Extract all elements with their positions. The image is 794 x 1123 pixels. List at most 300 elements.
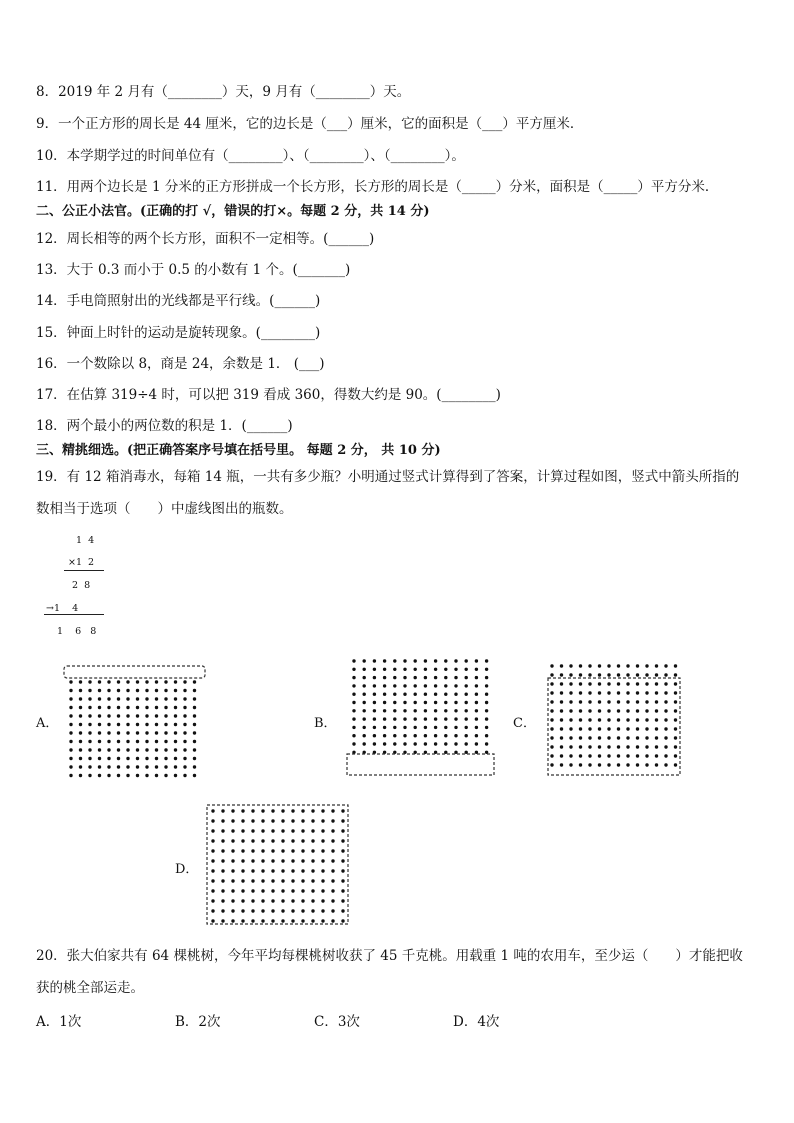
bottle-dot [403, 717, 406, 720]
bottle-dot [434, 742, 437, 745]
bottle-dot [251, 919, 254, 922]
bottle-dot [363, 726, 366, 729]
bottle-dot [174, 680, 177, 683]
bottle-dot [403, 742, 406, 745]
bottle-dot [352, 742, 355, 745]
bottle-dot [626, 673, 629, 676]
bottle-dot [145, 731, 148, 734]
bottle-dot [664, 700, 667, 703]
bottle-dot [363, 693, 366, 696]
bottle-dot [145, 723, 148, 726]
bottle-dot [341, 829, 344, 832]
bottle-dot [117, 714, 120, 717]
bottle-dot [88, 697, 91, 700]
bottle-dot [403, 659, 406, 662]
bottle-dot [674, 718, 677, 721]
bottle-dot [117, 774, 120, 777]
bottle-dot [98, 697, 101, 700]
bottle-dot [655, 682, 658, 685]
bottle-dot [373, 676, 376, 679]
bottle-dot [231, 849, 234, 852]
bottle-dot [475, 709, 478, 712]
bottle-dot [664, 727, 667, 730]
bottle-dot [291, 899, 294, 902]
bottle-dot [136, 706, 139, 709]
bottle-dot [69, 680, 72, 683]
bottle-dot [434, 726, 437, 729]
bottle-dot [98, 740, 101, 743]
bottle-dot [454, 709, 457, 712]
bottle-dot [465, 726, 468, 729]
bottle-dot [674, 709, 677, 712]
bottle-dot [211, 879, 214, 882]
dot-group [550, 664, 677, 766]
bottle-dot [271, 869, 274, 872]
bottle-dot [241, 809, 244, 812]
q20-option-b: B．2次 [175, 1014, 221, 1030]
bottle-dot [475, 717, 478, 720]
bottle-dot [126, 757, 129, 760]
bottle-dot [69, 765, 72, 768]
bottle-dot [341, 889, 344, 892]
bottle-dot [626, 736, 629, 739]
bottle-dot [560, 691, 563, 694]
bottle-dot [174, 689, 177, 692]
bottle-dot [485, 701, 488, 704]
bottle-dot [465, 693, 468, 696]
bottle-dot [126, 706, 129, 709]
bottle-dot [98, 731, 101, 734]
calc-row-2: ×1 2 [68, 557, 95, 568]
bottle-dot [164, 765, 167, 768]
bottle-dot [155, 731, 158, 734]
bottle-dot [373, 659, 376, 662]
bottle-dot [579, 682, 582, 685]
bottle-dot [655, 700, 658, 703]
bottle-dot [321, 899, 324, 902]
bottle-dot [617, 709, 620, 712]
bottle-dot [454, 734, 457, 737]
bottle-dot [221, 869, 224, 872]
bottle-dot [579, 745, 582, 748]
bottle-dot [550, 718, 553, 721]
bottle-dot [241, 889, 244, 892]
bottle-dot [560, 709, 563, 712]
bottle-dot [655, 727, 658, 730]
bottle-dot [485, 726, 488, 729]
bottle-dot [281, 859, 284, 862]
bottle-dot [598, 745, 601, 748]
bottle-dot [251, 859, 254, 862]
bottle-dot [674, 736, 677, 739]
bottle-dot [251, 809, 254, 812]
dot-group [352, 659, 488, 754]
question-19-line-1: 19．有 12 箱消毒水，每箱 14 瓶，一共有多少瓶？小明通过竖式计算得到了答案，计算过程如图，竖式中箭头所指的 [36, 469, 740, 485]
bottle-dot [383, 709, 386, 712]
calc-row-5: 1 6 8 [57, 626, 97, 637]
bottle-dot [655, 709, 658, 712]
bottle-dot [261, 889, 264, 892]
bottle-dot [241, 919, 244, 922]
bottle-dot [465, 734, 468, 737]
bottle-dot [261, 869, 264, 872]
bottle-dot [98, 706, 101, 709]
bottle-dot [117, 757, 120, 760]
bottle-dot [607, 691, 610, 694]
bottle-dot [588, 754, 591, 757]
bottle-dot [145, 740, 148, 743]
bottle-dot [193, 714, 196, 717]
bottle-dot [261, 849, 264, 852]
bottle-dot [636, 727, 639, 730]
bottle-dot [311, 819, 314, 822]
bottle-dot [211, 919, 214, 922]
bottle-dot [311, 859, 314, 862]
bottle-dot [363, 709, 366, 712]
bottle-dot [579, 673, 582, 676]
bottle-dot [569, 727, 572, 730]
bottle-dot [485, 734, 488, 737]
bottle-dot [373, 742, 376, 745]
bottle-dot [485, 684, 488, 687]
bottle-dot [550, 673, 553, 676]
bottle-dot [79, 757, 82, 760]
bottle-dot [291, 839, 294, 842]
bottle-dot [183, 723, 186, 726]
bottle-dot [117, 723, 120, 726]
bottle-dot [617, 718, 620, 721]
bottle-dot [475, 676, 478, 679]
bottle-dot [475, 726, 478, 729]
bottle-dot [373, 709, 376, 712]
bottle-dot [174, 757, 177, 760]
bottle-dot [311, 809, 314, 812]
bottle-dot [211, 859, 214, 862]
bottle-dot [136, 740, 139, 743]
bottle-dot [655, 736, 658, 739]
bottle-dot [331, 829, 334, 832]
bottle-dot [434, 701, 437, 704]
bottle-dot [69, 748, 72, 751]
bottle-dot [79, 723, 82, 726]
bottle-dot [414, 709, 417, 712]
bottle-dot [424, 659, 427, 662]
bottle-dot [579, 727, 582, 730]
bottle-dot [403, 734, 406, 737]
bottle-dot [311, 909, 314, 912]
bottle-dot [454, 684, 457, 687]
bottle-dot [98, 765, 101, 768]
bottle-dot [373, 701, 376, 704]
bottle-dot [69, 689, 72, 692]
bottle-dot [607, 700, 610, 703]
bottle-dot [645, 691, 648, 694]
bottle-dot [550, 664, 553, 667]
dot-group [211, 809, 344, 922]
bottle-dot [434, 709, 437, 712]
bottle-dot [645, 727, 648, 730]
bottle-dot [183, 748, 186, 751]
bottle-dot [617, 736, 620, 739]
bottle-dot [126, 731, 129, 734]
bottle-dot [271, 849, 274, 852]
bottle-dot [231, 919, 234, 922]
bottle-dot [107, 757, 110, 760]
bottle-dot [674, 700, 677, 703]
bottle-dot [126, 774, 129, 777]
bottle-dot [193, 723, 196, 726]
bottle-dot [352, 734, 355, 737]
bottle-dot [136, 723, 139, 726]
question-15: 15．钟面上时针的运动是旋转现象。(________) [36, 325, 321, 341]
bottle-dot [373, 717, 376, 720]
bottle-dot [403, 668, 406, 671]
bottle-dot [454, 701, 457, 704]
bottle-dot [454, 693, 457, 696]
bottle-dot [645, 664, 648, 667]
bottle-dot [271, 899, 274, 902]
bottle-dot [126, 680, 129, 683]
bottle-dot [251, 829, 254, 832]
bottle-dot [271, 919, 274, 922]
bottle-dot [617, 763, 620, 766]
bottle-dot [465, 717, 468, 720]
bottle-dot [281, 899, 284, 902]
bottle-dot [383, 684, 386, 687]
bottle-dot [241, 909, 244, 912]
bottle-dot [363, 684, 366, 687]
bottle-dot [645, 709, 648, 712]
bottle-dot [136, 757, 139, 760]
bottle-dot [664, 682, 667, 685]
bottle-dot [383, 717, 386, 720]
bottle-dot [241, 859, 244, 862]
bottle-dot [560, 664, 563, 667]
section-3-heading: 三、精挑细选。(把正确答案序号填在括号里。 每题 2 分， 共 10 分) [36, 443, 441, 458]
bottle-dot [645, 754, 648, 757]
bottle-dot [69, 757, 72, 760]
bottle-dot [363, 742, 366, 745]
bottle-dot [88, 740, 91, 743]
bottle-dot [69, 723, 72, 726]
bottle-dot [414, 676, 417, 679]
bottle-dot [444, 668, 447, 671]
bottle-dot [79, 689, 82, 692]
bottle-dot [424, 684, 427, 687]
bottle-dot [588, 691, 591, 694]
bottle-dot [164, 680, 167, 683]
calc-row-4: →1 4 [46, 603, 79, 614]
bottle-dot [569, 763, 572, 766]
bottle-dot [414, 693, 417, 696]
bottle-dot [341, 809, 344, 812]
bottle-dot [352, 684, 355, 687]
question-10: 10．本学期学过的时间单位有（________）、（________）、（________）。 [36, 148, 465, 164]
bottle-dot [136, 680, 139, 683]
bottle-dot [291, 809, 294, 812]
bottle-dot [560, 673, 563, 676]
bottle-dot [281, 819, 284, 822]
bottle-dot [454, 676, 457, 679]
bottle-dot [569, 673, 572, 676]
bottle-dot [321, 829, 324, 832]
bottle-dot [301, 889, 304, 892]
bottle-dot [301, 839, 304, 842]
bottle-dot [88, 680, 91, 683]
option-c-dot-grid [546, 660, 683, 778]
bottle-dot [373, 693, 376, 696]
bottle-dot [403, 726, 406, 729]
bottle-dot [241, 839, 244, 842]
bottle-dot [550, 700, 553, 703]
bottle-dot [607, 709, 610, 712]
bottle-dot [107, 748, 110, 751]
bottle-dot [174, 774, 177, 777]
bottle-dot [636, 682, 639, 685]
bottle-dot [311, 829, 314, 832]
bottle-dot [291, 869, 294, 872]
bottle-dot [363, 668, 366, 671]
bottle-dot [485, 709, 488, 712]
bottle-dot [107, 689, 110, 692]
bottle-dot [444, 734, 447, 737]
bottle-dot [271, 809, 274, 812]
bottle-dot [598, 673, 601, 676]
bottle-dot [221, 829, 224, 832]
bottle-dot [174, 714, 177, 717]
bottle-dot [588, 763, 591, 766]
bottle-dot [155, 714, 158, 717]
bottle-dot [363, 717, 366, 720]
bottle-dot [664, 673, 667, 676]
bottle-dot [311, 919, 314, 922]
question-8: 8．2019 年 2 月有（________）天，9 月有（________）天。 [36, 84, 411, 100]
bottle-dot [645, 700, 648, 703]
bottle-dot [607, 754, 610, 757]
question-17: 17．在估算 319÷4 时，可以把 319 看成 360，得数大约是 90。(________) [36, 387, 501, 403]
bottle-dot [674, 691, 677, 694]
bottle-dot [174, 748, 177, 751]
bottle-dot [271, 889, 274, 892]
bottle-dot [117, 689, 120, 692]
bottle-dot [579, 691, 582, 694]
bottle-dot [626, 727, 629, 730]
bottle-dot [311, 849, 314, 852]
bottle-dot [636, 718, 639, 721]
bottle-dot [424, 693, 427, 696]
question-19-line-2: 数相当于选项（ ）中虚线图出的瓶数。 [36, 501, 293, 517]
bottle-dot [393, 701, 396, 704]
bottle-dot [598, 736, 601, 739]
bottle-dot [145, 748, 148, 751]
bottle-dot [211, 839, 214, 842]
bottle-dot [341, 869, 344, 872]
bottle-dot [414, 684, 417, 687]
bottle-dot [393, 726, 396, 729]
bottle-dot [281, 919, 284, 922]
bottle-dot [321, 869, 324, 872]
bottle-dot [281, 889, 284, 892]
bottle-dot [588, 736, 591, 739]
bottle-dot [664, 664, 667, 667]
bottle-dot [311, 879, 314, 882]
bottle-dot [174, 697, 177, 700]
bottle-dot [664, 763, 667, 766]
bottle-dot [645, 682, 648, 685]
bottle-dot [117, 740, 120, 743]
bottle-dot [341, 839, 344, 842]
bottle-dot [164, 714, 167, 717]
bottle-dot [655, 745, 658, 748]
bottle-dot [664, 736, 667, 739]
bottle-dot [454, 726, 457, 729]
bottle-dot [331, 909, 334, 912]
bottle-dot [579, 700, 582, 703]
bottle-dot [341, 859, 344, 862]
bottle-dot [174, 765, 177, 768]
bottle-dot [393, 693, 396, 696]
bottle-dot [79, 714, 82, 717]
bottle-dot [475, 659, 478, 662]
bottle-dot [271, 819, 274, 822]
bottle-dot [231, 839, 234, 842]
bottle-dot [183, 714, 186, 717]
bottle-dot [231, 899, 234, 902]
bottle-dot [241, 869, 244, 872]
bottle-dot [598, 763, 601, 766]
bottle-dot [636, 664, 639, 667]
bottle-dot [69, 731, 72, 734]
bottle-dot [98, 689, 101, 692]
bottle-dot [607, 727, 610, 730]
bottle-dot [126, 697, 129, 700]
bottle-dot [183, 740, 186, 743]
bottle-dot [107, 723, 110, 726]
question-18: 18．两个最小的两位数的积是 1．(______) [36, 418, 293, 434]
bottle-dot [301, 819, 304, 822]
bottle-dot [261, 859, 264, 862]
bottle-dot [331, 869, 334, 872]
bottle-dot [261, 899, 264, 902]
question-13: 13．大于 0.3 而小于 0.5 的小数有 1 个。(_______) [36, 262, 351, 278]
calc-divider-1 [64, 570, 104, 571]
question-14: 14．手电筒照射出的光线都是平行线。(______) [36, 293, 321, 309]
bottle-dot [569, 664, 572, 667]
bottle-dot [352, 726, 355, 729]
bottle-dot [155, 689, 158, 692]
bottle-dot [271, 859, 274, 862]
bottle-dot [454, 659, 457, 662]
bottle-dot [588, 718, 591, 721]
bottle-dot [485, 668, 488, 671]
bottle-dot [341, 879, 344, 882]
bottle-dot [193, 774, 196, 777]
bottle-dot [164, 774, 167, 777]
bottle-dot [373, 734, 376, 737]
bottle-dot [241, 879, 244, 882]
bottle-dot [560, 718, 563, 721]
bottle-dot [424, 726, 427, 729]
bottle-dot [588, 682, 591, 685]
bottle-dot [626, 664, 629, 667]
section-2-heading: 二、公正小法官。(正确的打 √，错误的打×。每题 2 分，共 14 分) [36, 204, 430, 219]
bottle-dot [136, 765, 139, 768]
bottle-dot [291, 919, 294, 922]
bottle-dot [281, 879, 284, 882]
bottle-dot [465, 684, 468, 687]
bottle-dot [241, 849, 244, 852]
bottle-dot [674, 763, 677, 766]
